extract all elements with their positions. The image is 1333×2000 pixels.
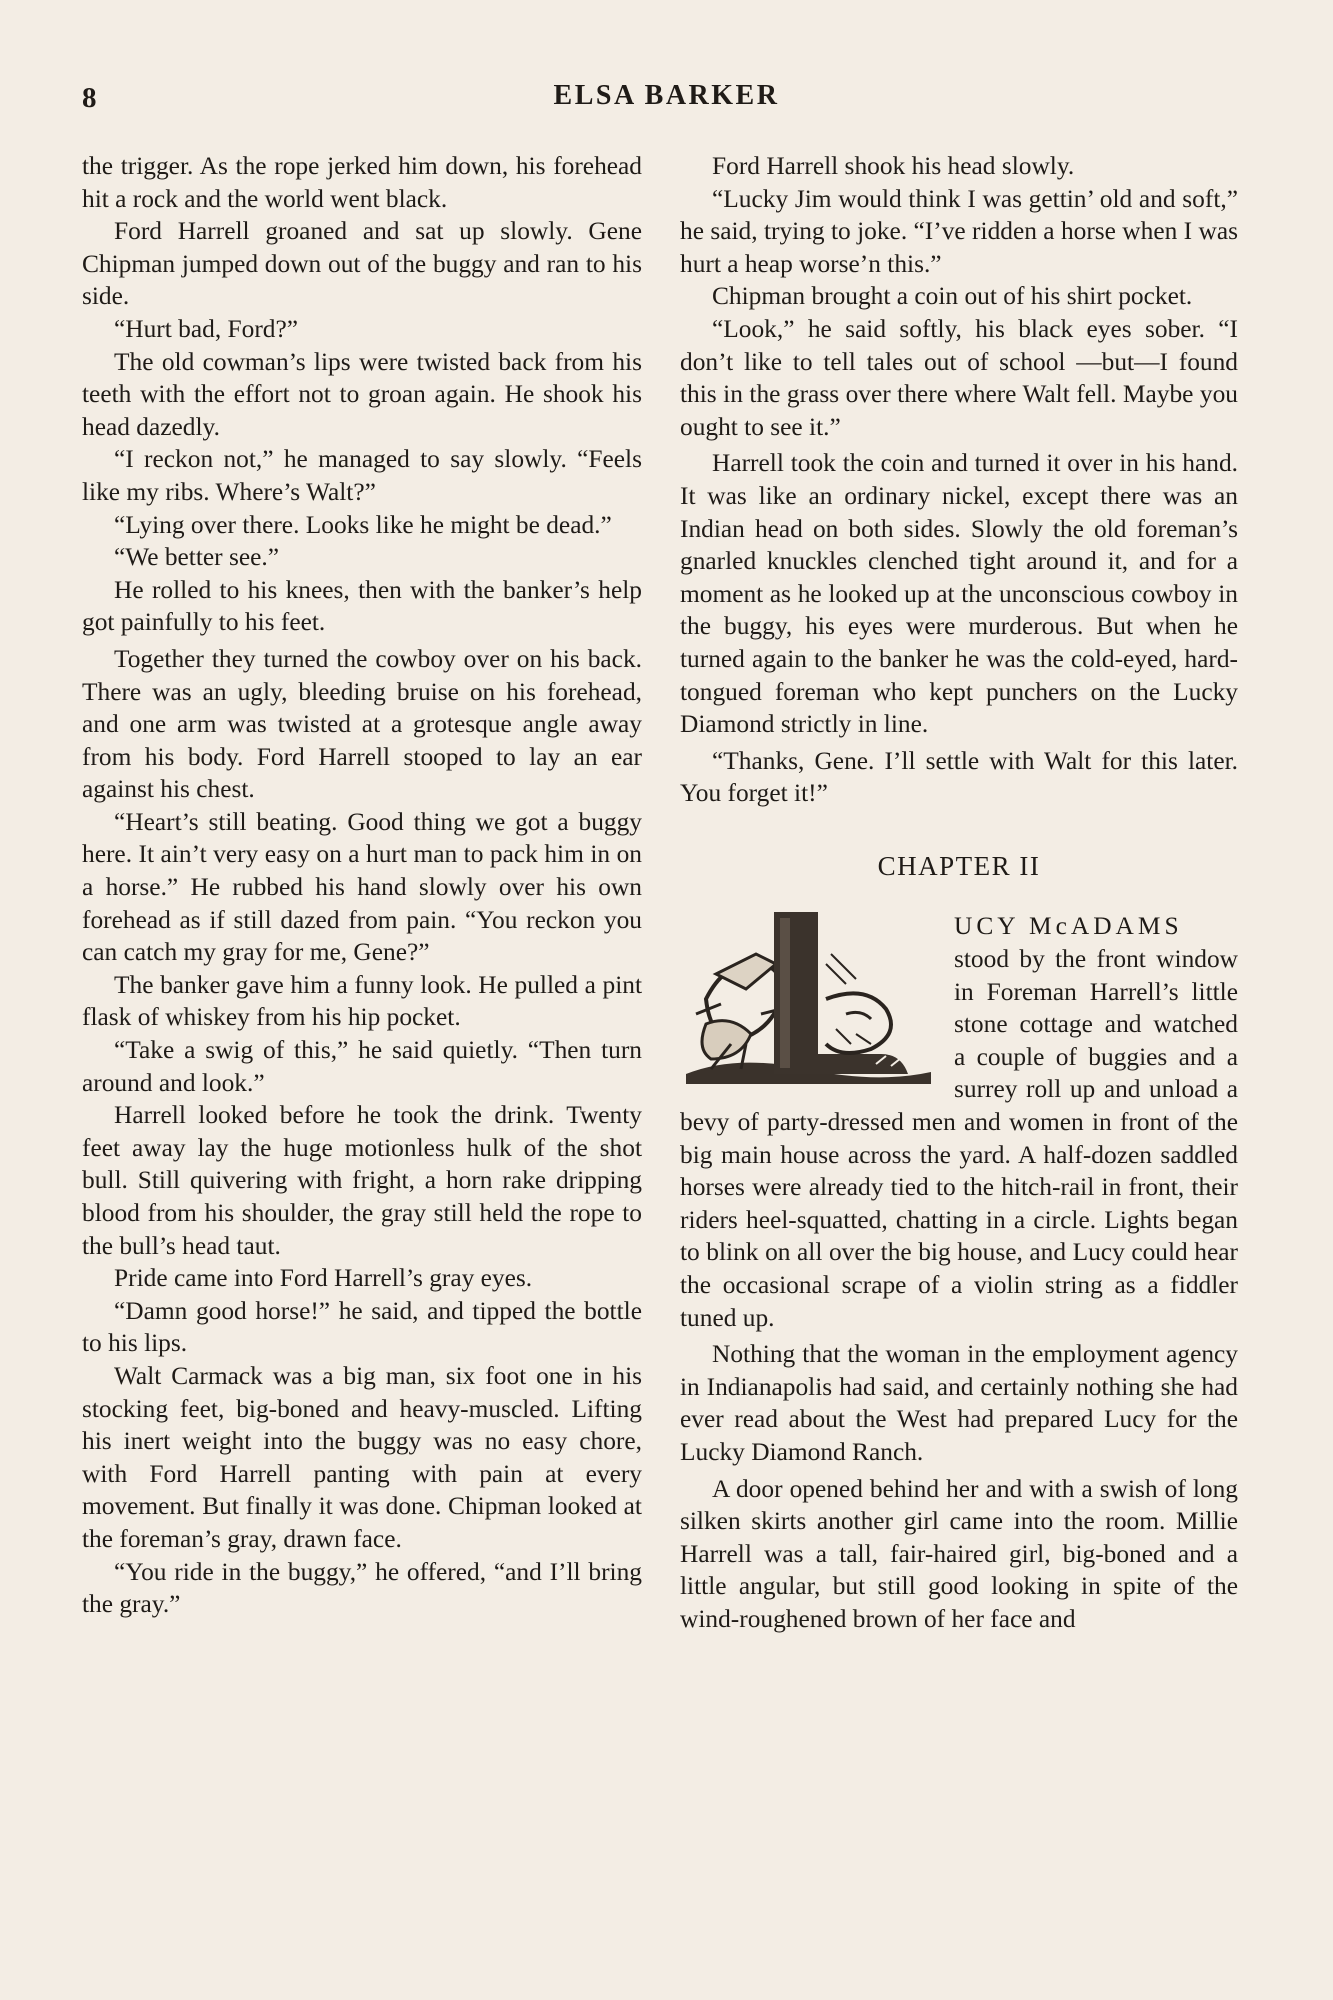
paragraph: “Lying over there. Looks like he might be dead.” (114, 510, 612, 539)
paragraph: “We better see.” (114, 543, 280, 572)
paragraph: the trigger. As the rope jerked him down, his forehead hit a rock and the world went black. (82, 152, 642, 213)
paragraph: He rolled to his knees, then with the banker’s help got painfully to his feet. (82, 575, 642, 637)
paragraph: “Heart’s still beating. Good thing we got a buggy here. It ain’t very easy on a hurt man to pack him in on a horse.” He rubbed his hand slowly over his own forehead as if still dazed from pain. “You reckon you can catch my gray for me, Gene?” (82, 807, 642, 967)
paragraph: “Hurt bad, Ford?” (114, 314, 299, 343)
paragraph: “You ride in the buggy,” he offered, “and I’ll bring the gray.” (82, 1557, 642, 1619)
paragraph: “Thanks, Gene. I’ll settle with Walt for this later. You forget it!” (680, 746, 1238, 808)
paragraph: Pride came into Ford Harrell’s gray eyes. (114, 1264, 533, 1293)
chapter-opening-paragraph (680, 910, 1238, 1334)
paragraph: “Damn good horse!” he said, and tipped the bottle to his lips. (82, 1296, 642, 1358)
paragraph: Harrell looked before he took the drink. Twenty feet away lay the huge motionless hulk of the shot bull. Still quivering with fright, a horn rake dripping blood from his shoulder, the gray still held the rope to the bull’s head taut. (82, 1101, 642, 1260)
paragraph: Chipman brought a coin out of his shirt pocket. (712, 282, 1193, 311)
chapter-lead-word: UCY McADAMS (954, 912, 1183, 941)
running-title: ELSA BARKER (553, 80, 780, 111)
paragraph: Harrell took the coin and turned it over in his hand. It was like an ordinary nickel, except there was an Indian head on both sides. Slowly the old foreman’s gnarled knuckles clenched tight around it, and for a moment as he looked up at the unconscious cowboy in the buggy, his eyes were murderous. But when he turned again to the banker he was the cold-eyed, hard-tongued foreman who kept punchers on the Lucky Diamond strictly in line. (680, 449, 1238, 739)
paragraph: A door opened behind her and with a swish of long silken skirts another girl came into the room. Millie Harrell was a tall, fair-haired girl, big-boned and a little angular, but still good looking in spite of the wind-roughened brown of her face and (680, 1474, 1238, 1633)
paragraph: Walt Carmack was a big man, six foot one in his stocking feet, big-boned and heavy-muscled. Lifting his inert weight into the buggy was no easy chore, with Ford Harrell panting with pain at every movement. But finally it was done. Chipman looked at the foreman’s gray, drawn face. (82, 1361, 642, 1553)
paragraph: “Take a swig of this,” he said quietly. “Then turn around and look.” (82, 1036, 642, 1097)
paragraph: Nothing that the woman in the employment agency in Indianapolis had said, and certainly nothing she had ever read about the West had prepared Lucy for the Lucky Diamond Ranch. (680, 1340, 1238, 1466)
paragraph: Ford Harrell groaned and sat up slowly. Gene Chipman jumped down out of the buggy and ran to his side. (82, 217, 642, 311)
paragraph: “Lucky Jim would think I was gettin’ old and soft,” he said, trying to joke. “I’ve ridden a horse when I was hurt a heap worse’n this.” (680, 184, 1238, 278)
left-column (82, 150, 642, 1621)
dropcap-letter-l-icon (676, 904, 938, 1094)
dropcap-illustration (676, 904, 938, 1094)
chapter-heading: CHAPTER II (877, 850, 1041, 881)
right-column (680, 150, 1238, 1636)
paragraph: The old cowman’s lips were twisted back from his teeth with the effort not to groan again. He shook his head dazedly. (82, 347, 642, 441)
page-number: 8 (82, 82, 98, 114)
paragraph: Together they turned the cowboy over on his back. There was an ugly, bleeding bruise on his forehead, and one arm was twisted at a grotesque angle away from his body. Ford Harrell stooped to lay an ear against his chest. (82, 644, 642, 804)
paragraph: The banker gave him a funny look. He pulled a pint flask of whiskey from his hip pocket. (82, 970, 642, 1032)
paragraph: “Look,” he said softly, his black eyes sober. “I don’t like to tell tales out of school —but—I found this in the grass over there where Walt fell. Maybe you ought to see it.” (680, 314, 1238, 441)
paragraph: Ford Harrell shook his head slowly. (712, 152, 1075, 180)
paragraph: “I reckon not,” he managed to say slowly. “Feels like my ribs. Where’s Walt?” (82, 445, 642, 506)
chapter-opening-text: stood by the front window in Foreman Harrell’s little stone cottage and watched a couple of buggies and a surrey roll up and unload a bevy of party-dressed men and women in front of the big main house across the yard. A half-dozen saddled horses were already tied to the hitch-rail in front, their riders heel-squatted, chatting in a circle. Lights began to blink on all over the big house, and Lucy could hear the occasional scrape of a violin string as a fiddler tuned up. (680, 945, 1238, 1332)
